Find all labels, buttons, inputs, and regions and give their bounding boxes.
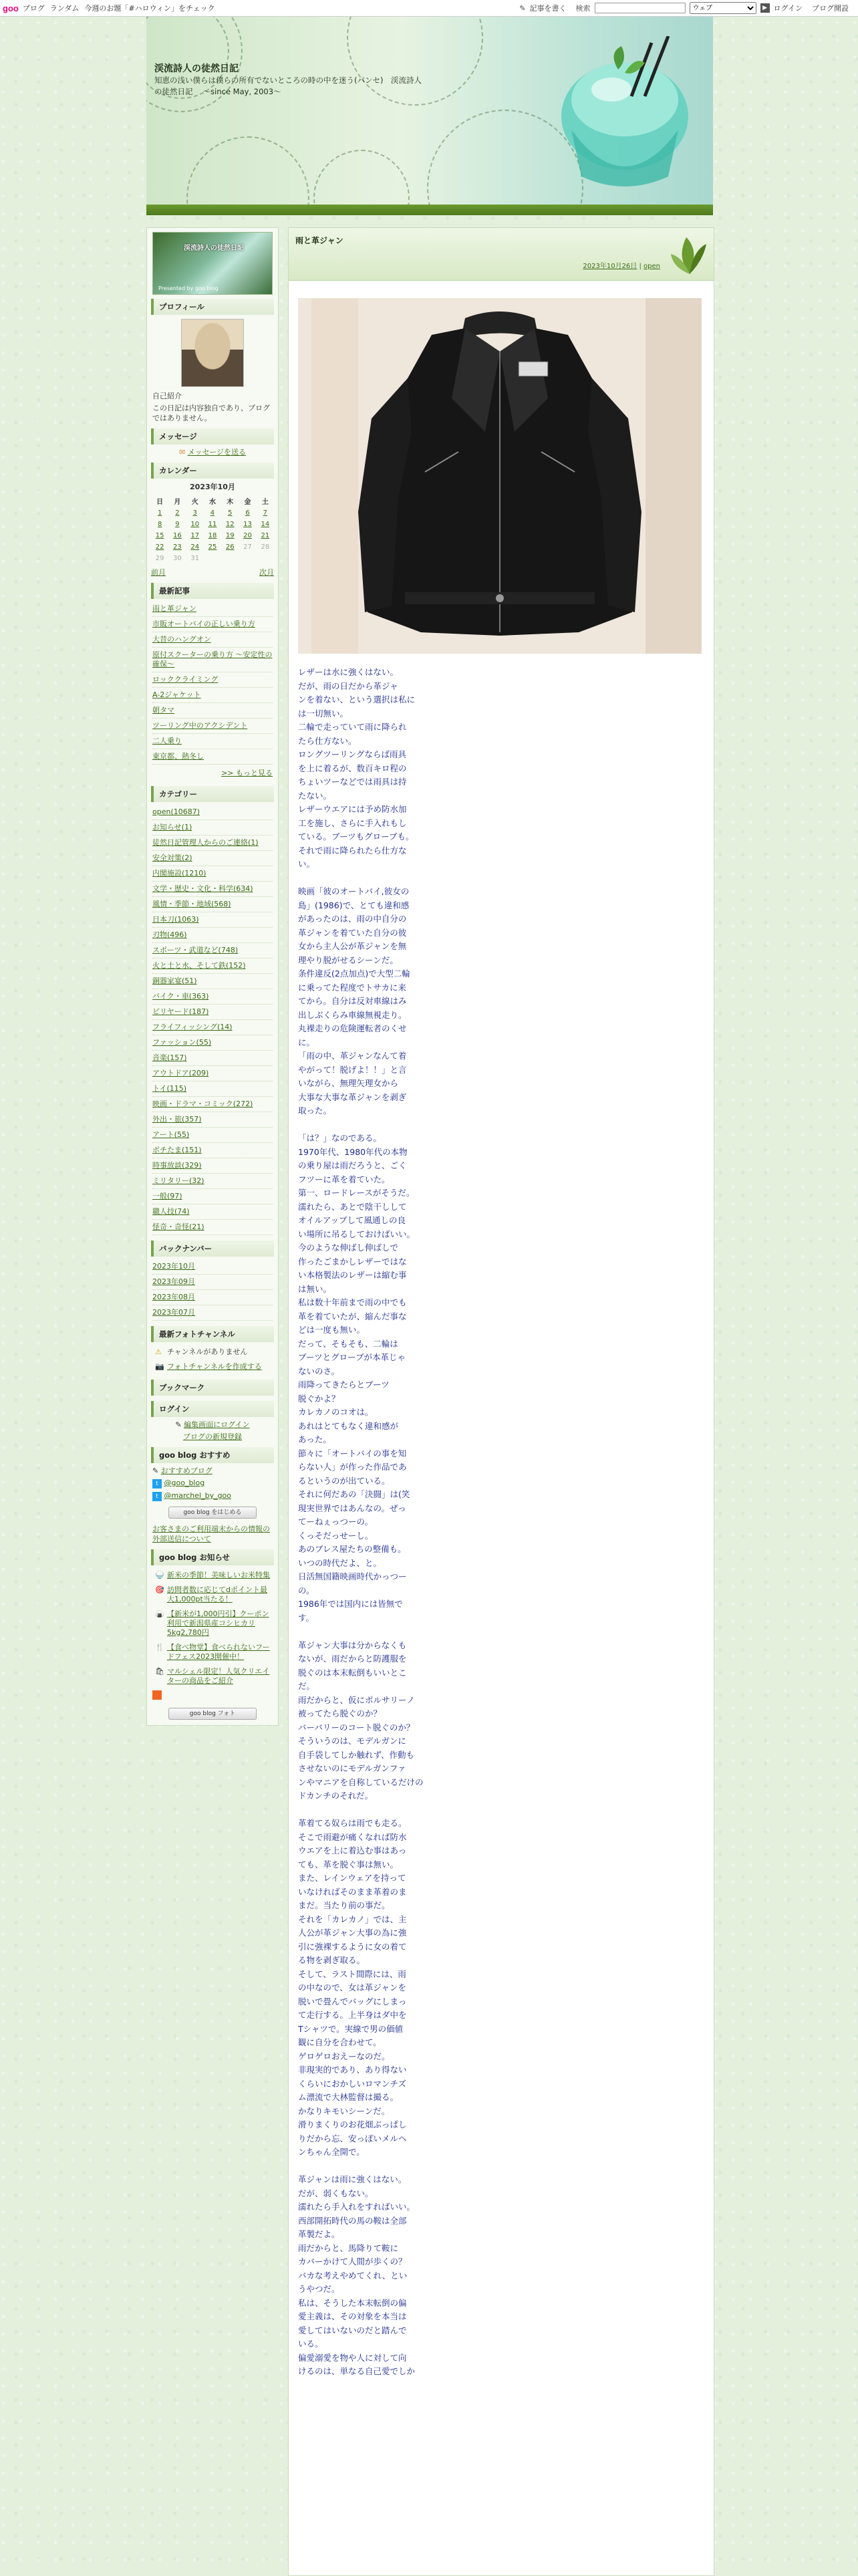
weekday: 火 [191,499,198,506]
search-scope-select[interactable] [690,2,756,14]
calendar-day[interactable]: 25 [208,543,217,551]
warning-icon: ⚠ [155,1347,162,1356]
login-heading: ログイン [151,1401,274,1417]
category-link[interactable]: ファッション(55) [152,1038,212,1047]
pencil-icon: ✎ [152,1466,159,1475]
category-link[interactable]: アウトドア(209) [152,1069,209,1077]
calendar-day[interactable]: 24 [190,543,200,551]
calendar-day[interactable]: 17 [190,532,200,539]
next-month-link[interactable]: 次月 [259,568,274,577]
news-icon: 🍴 [155,1643,164,1652]
recent-posts-heading: 最新記事 [151,583,274,599]
lace-ornament [186,136,309,209]
recent-post-link[interactable]: 市販オートバイの正しい乗り方 [152,620,255,628]
news-link[interactable]: 訪問者数に応じてdポイント最大1,000pt当たる！ [167,1585,267,1603]
calendar-day[interactable]: 12 [225,521,235,528]
category-section [151,786,274,1235]
calendar-day: 27 [243,543,252,551]
recent-post-link[interactable]: 東京都、熱冬し [152,752,204,761]
search-label: 検索 [575,4,591,13]
calendar-day [204,553,221,564]
leaf-ornament-icon [670,231,710,277]
twitter-icon: t [152,1492,162,1501]
calendar-day: 29 [155,555,164,562]
category-link[interactable]: 一般(97) [152,1192,182,1200]
new-blog-link[interactable]: ブログの新規登録 [183,1432,242,1441]
profile-name: 自己紹介 [152,392,182,400]
calendar-day[interactable]: 26 [225,543,235,551]
calendar-heading: カレンダー [151,463,274,479]
login-link[interactable]: ログイン [773,4,803,13]
weekday: 日 [156,499,164,506]
calendar-day[interactable]: 16 [173,532,182,539]
category-link[interactable]: アート(55) [152,1130,190,1139]
calendar-month: 2023年10月 [190,483,235,491]
entry-meta: 2023年10月26日 | open [583,263,660,270]
search-go-button[interactable]: ▶ [760,3,770,13]
more-posts-link[interactable]: >> もっと見る [221,769,273,777]
category-link[interactable]: 銅器家宴(51) [152,977,197,985]
calendar-day[interactable]: 20 [243,532,252,539]
pencil-icon: ✎ [519,3,526,13]
category-link[interactable]: open(10687) [152,807,200,816]
backnumber-link[interactable]: 2023年09月 [152,1277,195,1286]
no-channel-text: チャンネルがありません [167,1347,248,1356]
category-link[interactable]: 怪奇・奇怪(21) [152,1222,204,1231]
open-blog-link[interactable]: ブログ開設 [812,4,849,13]
thumbnail-subtitle: Presented by goo blog [158,285,219,291]
send-message-link[interactable]: メッセージを送る [187,448,247,457]
bookmark-section [151,1380,274,1396]
calendar-day[interactable]: 21 [261,532,270,539]
recent-post-link[interactable]: 雨と革ジャン [152,604,196,613]
toolbar-right [519,2,858,14]
calendar-day[interactable]: 6 [245,509,250,517]
category-link[interactable]: 日本刀(1063) [152,915,199,924]
photo-icon: 📷 [155,1362,164,1371]
category-link[interactable]: フライフィッシング(14) [152,1023,233,1031]
message-icon: ✉ [178,448,186,457]
entry-date-link[interactable]: 2023年10月26日 [583,263,637,270]
start-goo-blog-button[interactable]: goo blog をはじめる [168,1507,257,1519]
calendar-day[interactable]: 13 [243,521,252,528]
write-article-link[interactable]: 記事を書く [529,4,567,13]
photo-channel-heading: 最新フォトチャンネル [151,1326,274,1342]
twitter-icon: t [152,1479,162,1489]
news-icon: 🍙 [155,1609,164,1618]
news-link[interactable]: 【新米が1,000円引】クーポン利用で新潟県産コシヒカリ5kg2,780円 [167,1609,269,1637]
backnumber-section [151,1241,274,1321]
category-link[interactable]: お知らせ(1) [152,823,192,831]
calendar-nav [151,567,274,577]
calendar-day: 31 [190,555,200,562]
login-section [151,1401,274,1442]
twitter-link[interactable]: @goo_blog [164,1478,205,1487]
backnumber-link[interactable]: 2023年10月 [152,1262,195,1271]
weekday: 月 [174,499,181,506]
news-icon: 🎯 [155,1585,164,1594]
category-link[interactable]: 文学・歴史・文化・科学(634) [152,884,253,893]
profile-avatar[interactable] [181,319,244,387]
news-icon: 🍚 [155,1571,164,1579]
calendar-day [221,553,239,564]
leather-jacket-photo[interactable] [298,298,702,654]
bookmark-heading: ブックマーク [151,1380,274,1396]
prev-month-link[interactable]: 前月 [151,568,166,577]
blog-title[interactable]: 渓流詩人の徒然日記 [154,63,239,74]
category-link[interactable]: ビリヤード(187) [152,1007,209,1016]
news-link[interactable]: 新米の季節！美味しいお米特集 [167,1571,270,1579]
backnumber-link[interactable]: 2023年07月 [152,1308,195,1317]
category-link[interactable]: 映画・ドラマ・コミック(272) [152,1100,253,1108]
calendar-day[interactable]: 11 [208,521,217,528]
calendar-day[interactable]: 15 [155,532,164,539]
recent-post-link[interactable]: 二人乗り [152,737,182,745]
recent-posts-section [151,583,274,781]
blog-header [146,16,713,209]
calendar-day [257,553,274,564]
category-link[interactable]: ミリタリー(32) [152,1176,204,1185]
category-link[interactable]: 職人技(74) [152,1207,190,1216]
category-link[interactable]: 外出・旅(357) [152,1115,202,1124]
thumbnail-title: 渓流詩人の徒然日記 [184,245,244,252]
calendar-section [151,463,274,577]
category-link[interactable]: 時事放談(329) [152,1161,202,1170]
calendar-day[interactable]: 19 [225,532,235,539]
admin-login-link[interactable]: 編集画面にログイン [184,1420,250,1429]
weekday: 金 [244,499,251,506]
calendar-day[interactable]: 9 [175,521,180,528]
calendar-day[interactable]: 3 [192,509,197,517]
blog-thumbnail[interactable] [152,232,273,295]
category-link[interactable]: ボチたま(151) [152,1146,202,1154]
recent-post-link[interactable]: 朝タマ [152,706,174,715]
privacy-notice-link[interactable]: お客さまのご利用端末からの情報の外部送信について [152,1525,270,1543]
create-channel-link[interactable]: フォトチャンネルを作成する [167,1362,262,1371]
category-link[interactable]: 刃物(496) [152,930,187,939]
recommend-section [151,1447,274,1544]
recent-post-link[interactable]: ツーリング中のアクシデント [152,721,248,730]
calendar-day[interactable]: 2 [175,509,180,517]
calendar-day[interactable]: 10 [190,521,200,528]
category-link[interactable]: 内閣施設(1210) [152,869,206,878]
recent-post-link[interactable]: A-2ジャケット [152,690,201,699]
news-heading: goo blog お知らせ [151,1549,274,1565]
header-bar [146,205,713,215]
sidebar [146,227,279,1726]
category-link[interactable]: トイ(115) [152,1084,187,1093]
profile-heading: プロフィール [151,299,274,315]
calendar-day[interactable]: 22 [155,543,164,551]
entry-header [289,228,714,281]
message-heading: メッセージ [151,428,274,444]
calendar-day[interactable]: 23 [173,543,182,551]
photo-channel-section [151,1326,274,1374]
category-link[interactable]: 風情・季節・地域(568) [152,900,231,908]
weekday: 水 [208,499,216,506]
calendar-day[interactable]: 4 [210,509,215,517]
shaved-ice-image [551,36,698,197]
toolbar-link-random[interactable]: ランダム [49,4,80,13]
message-section [151,428,274,457]
recommend-link[interactable]: おすすめブログ [160,1466,212,1475]
news-section [151,1549,274,1720]
news-link[interactable]: マルシェル限定！人気クリエイターの商品をご紹介 [167,1667,270,1685]
news-icon: 🛍 [155,1667,164,1676]
calendar-day[interactable]: 7 [263,509,268,517]
calendar-day[interactable]: 1 [157,509,162,517]
backnumber-link[interactable]: 2023年08月 [152,1293,195,1301]
weekday: 木 [227,499,234,506]
blog-description: 知恵の浅い僕らは僕らの所有でないところの時の中を迷う(パンセ) 渓流詩人の徒然日記 ～since May, 2003～ [154,76,422,96]
recent-post-link[interactable]: ロッククライミング [152,675,219,684]
goo-logo[interactable]: goo [3,3,19,13]
entry-category-link[interactable]: open [644,263,660,270]
category-link[interactable]: 安全対策(2) [152,854,192,862]
weekday: 土 [261,499,269,506]
main-content [288,227,714,2576]
category-link[interactable]: 音楽(157) [152,1053,187,1062]
calendar-day[interactable]: 18 [208,532,217,539]
profile-bio: この日記は内容独自であり、ブログではありません。 [152,404,270,422]
category-link[interactable]: 火と土と水、そして鉄(152) [152,961,246,970]
goo-toolbar [0,0,858,17]
rss-icon[interactable] [152,1690,162,1700]
category-heading: カテゴリー [151,786,274,802]
recommend-heading: goo blog おすすめ [151,1447,274,1463]
recent-post-link[interactable]: 原付スクーターの乗り方 ～安定性の確保～ [152,650,273,668]
calendar-day[interactable]: 14 [261,521,270,528]
entry-title[interactable]: 雨と革ジャン [295,236,343,245]
news-link[interactable]: 【食べ物堂】食べられないフードフェス2023開催中！ [167,1643,270,1661]
calendar-day: 30 [173,555,182,562]
category-link[interactable]: 徒然日記管理人からのご連絡(1) [152,838,259,847]
toolbar-link-blog[interactable]: ブログ [22,4,45,13]
calendar-day[interactable]: 5 [228,509,233,517]
goo-blog-photo-button[interactable]: goo blog フォト [168,1708,257,1720]
calendar-day: 28 [261,543,270,551]
profile-section [151,299,274,423]
toolbar-link-theme[interactable]: 今週のお題「#ハロウィン」をチェック [84,4,215,13]
calendar-day [239,553,256,564]
pencil-icon: ✎ [175,1420,182,1429]
lace-ornament [313,150,410,209]
entry-body: レザーは水に強くはない。 だが、雨の日だから革ジャ ンを着ない、という選択は私に は一切無い。 二輪で走っていて雨に降られ たら仕方ない。 ロングツーリングならば雨具 を上に着るが、数百キロ程の ちょいツーなどでは雨具は持 たない。 レザーウエアには予め防水加 工を施し、さらに手入れもし ている。ブーツもグローブも。 それで雨に降られたら仕方な い。 映画「彼のオートバイ,彼女の 島」(1986)で、とても違和感 があったのは、雨の中自分の 革ジャンを着ていた自分の彼 女から主人公が革ジャンを無 理やり脱がせるシーンだ。 条件違反(2点加点)で大型二輪 に乗ってた程度でトサカに来 てから。自分は反対車線はみ 出しぶくらみ車線無視走り。 丸裸走りの危険運転者のくせ に。 「雨の中、革ジャンなんて着 やがって！脱げよ！！」と言 いながら、無理矢理女から 大事な大事な革ジャンを剥ぎ 取った。 「は？」なのである。 1970年代、1980年代の本物 の乗り屋は雨だろうと、ごく フツーに革を着ていた。 第一、ロードレースがそうだ。 濡れたら、あとで陰干しして オイルアップして風通しの良 い場所に吊るしておけばいい。 今のような伸ばし伸ばしで 作ったごまかしレザーではな い本格製法のレザーは縮む事 は無い。 私は数十年前まで雨の中でも 革を着ていたが、縮んだ事な どは一度も無い。 だって、そもそも、二輪は ブーツとグローブが本革じゃ ないのさ。 雨降ってきたらとブーツ 脱ぐかよ？ カレカノのコオは。 あれはとてもなく違和感が あった。 節々に「オートバイの事を知 らない人」が作った作品であ るというのが出ている。 それに何だあの「決闘」は(笑 現実世界ではあんなの。ぜっ てーねぇっつーの。 くっそだっせーし。 あのブレス屋たちの整備も。 いつの時代だよ、と。 日活無国籍映画時代かっつー の。 1986年では国内には皆無で す。 革ジャン大事は分からなくも ないが、雨だからと防護服を 脱ぐのは本末転倒もいいとこ だ。 雨だからと、仮にポルサリーノ 被ってたら脱ぐのか？ バーバリーのコート脱ぐのか？ そういうのは、モデルガンに 自手袋してしか触れず、作動も させないのにモデルガンファ ンやマニアを自称しているだけの ドカンチのそれだ。 革着てる奴らは雨でも走る。 そこで雨避が痛くなれば防水 ウエアを上に着込む事はあっ ても、革を脱ぐ事は無い。 また、レインウェアを持って いなければそのまま革着のま まだ。当たり前の事だ。 それを「カレカノ」では、主 人公が革ジャン大事の為に強 引に強裸するように女の着て る物を剥ぎ取る。 そして、ラスト間際には、雨 の中なので、女は革ジャンを 脱いで畳んでバッグにしまっ て走行する。上半身はダ中を Tシャツで。実線で男の価値 観に自分を合わせて。 ゲロゲロおえーなのだ。 非現実的であり、あり得ない くらいにおかしいロマンチズ ム漂流で大林監督は撮る。 かなりキモいシーンだ。 滑りまくりのお花畑ぶっぱし りだから忘、安っぽいメルヘ ンちゃん全開で。 革ジャンは雨に強くはない。 だが、弱くもない。 濡れたら手入れをすればいい。 西部開拓時代の馬の鞍は全部 革製だよ。 雨だからと、馬降りて鞍に カバーかけて人間が歩くの？ バカな考えやめてくれ、とい うやつだ。 私は、そうした本末転倒の偏 愛主義は、その対象を本当は 愛してはいないのだと踏んで いる。 偏愛溺愛を物や人に対して向 けるのは、単なる自己愛でしか [298,667,424,2376]
backnumber-heading: バックナンバー [151,1241,274,1257]
calendar-table [151,495,274,564]
search-input[interactable] [595,3,686,13]
twitter-link[interactable]: @marchel_by_goo [164,1491,232,1500]
category-link[interactable]: スポーツ・武道など(748) [152,946,239,954]
category-link[interactable]: バイク・車(363) [152,992,209,1001]
calendar-day[interactable]: 8 [157,521,162,528]
recent-post-link[interactable]: 大昔のハングオン [152,635,211,644]
